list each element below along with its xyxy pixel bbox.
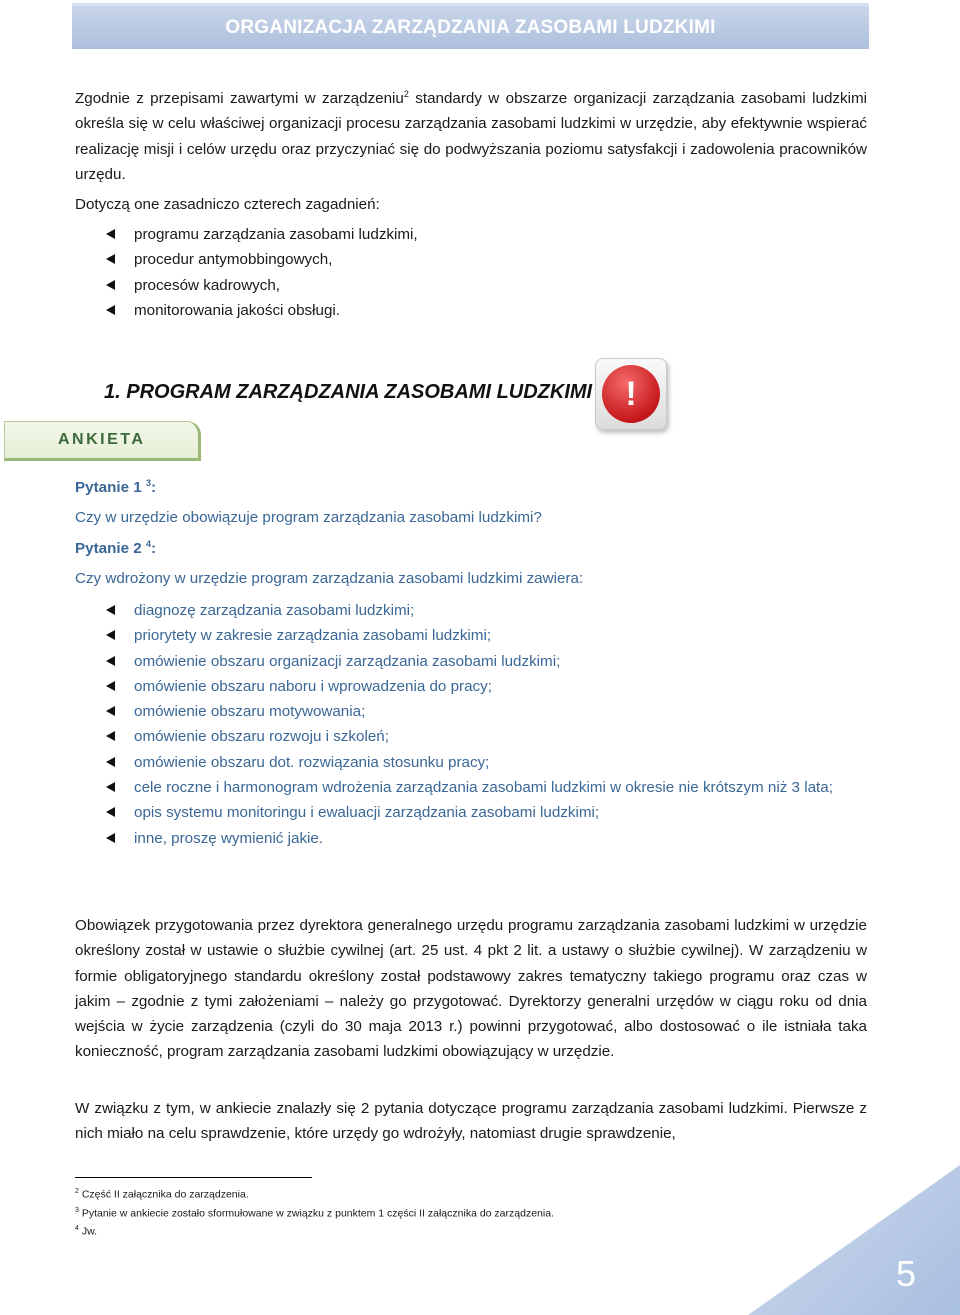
question-2-label-text: Pytanie 2 xyxy=(75,540,142,558)
option-item xyxy=(104,699,867,724)
option-text: omówienie obszaru organizacji zarządzania zasobami ludzkimi; xyxy=(134,652,561,670)
list-item-text: procesów kadrowych, xyxy=(134,276,281,294)
topics-list xyxy=(104,222,867,323)
triangle-bullet-icon xyxy=(106,731,115,741)
triangle-bullet-icon xyxy=(106,833,115,843)
footnote-item xyxy=(75,1203,554,1222)
list-item-text: programu zarządzania zasobami ludzkimi, xyxy=(134,226,418,243)
triangle-bullet-icon xyxy=(106,807,115,817)
page-corner-decoration xyxy=(748,1165,960,1315)
option-text: priorytety w zakresie zarządzania zasobami ludzkimi; xyxy=(134,627,492,645)
option-text: inne, proszę wymienić jakie. xyxy=(134,829,324,847)
triangle-bullet-icon xyxy=(106,757,115,767)
exclamation-icon: ! xyxy=(602,365,660,423)
option-item xyxy=(104,598,867,623)
footnotes xyxy=(75,1184,554,1240)
option-text: omówienie obszaru rozwoju i szkoleń; xyxy=(134,728,389,746)
page-header-bar xyxy=(72,3,869,49)
ankieta-tab xyxy=(4,421,201,461)
question-2-options xyxy=(104,598,867,851)
question-1-colon: : xyxy=(150,479,157,497)
triangle-bullet-icon xyxy=(106,656,115,666)
triangle-bullet-icon xyxy=(106,782,115,792)
question-1-text: Czy w urzędzie obowiązuje program zarządzania zasobami ludzkimi? xyxy=(75,509,542,526)
triangle-bullet-icon xyxy=(106,280,115,290)
section-heading: 1. PROGRAM ZARZĄDZANIA ZASOBAMI LUDZKIMI xyxy=(104,381,593,403)
footnote-separator xyxy=(75,1177,312,1178)
option-text: omówienie obszaru dot. rozwiązania stosunku pracy; xyxy=(134,753,490,771)
option-text: cele roczne i harmonogram wdrożenia zarządzania zasobami ludzkimi w okresie nie krótszym niż 3 lata; xyxy=(134,779,833,797)
question-2-text: Czy wdrożony w urzędzie program zarządzania zasobami ludzkimi zawiera: xyxy=(75,570,584,587)
list-item xyxy=(104,247,867,272)
footnote-text: Jw. xyxy=(78,1225,97,1238)
footnote-text: Pytanie w ankiecie zostało sformułowane w związku z punktem 1 części II załącznika do zarządzenia. xyxy=(78,1207,554,1219)
option-item xyxy=(104,800,867,825)
body-paragraph-1: Obowiązek przygotowania przez dyrektora generalnego urzędu programu zarządzania zasobami ludzkimi w urzędzie określony został w ustawie o służbie cywilnej (art. 25 ust. 4 pkt 2 lit. a ustawy o służbie cywilnej). W zarządzeniu w formie obligatoryjnego standardu określony został podstawowy zakres tematyczny takiego programu oraz czas w jakim – zgodnie z tymi założeniami – należy go przygotować. Dyrektorzy generalni urzędów w ciągu roku od dnia wejścia w życie zarządzenia (czyli do 30 maja 2013 r.) powinni przygotować, albo dostosować o ile istniała taka konieczność, program zarządzania zasobami ludzkimi obowiązujący w urzędzie. xyxy=(75,917,867,1061)
intro-text-b: standardy w obszarze organizacji zarządzania zasobami ludzkimi określa się w celu właściwej organizacji procesu zarządzania zasobami ludzkimi w urzędzie, aby efektywnie wspierać realizację misji i celów urzędu oraz przyczyniać się do podwyższania poziomu satysfakcji i zadowolenia pracowników urzędu. xyxy=(75,90,868,183)
option-item xyxy=(104,750,867,775)
option-text: omówienie obszaru motywowania; xyxy=(134,703,366,721)
list-item-text: procedur antymobbingowych, xyxy=(134,251,333,269)
option-item xyxy=(104,623,867,648)
list-item xyxy=(104,222,867,247)
footnote-text: Część II załącznika do zarządzenia. xyxy=(78,1188,249,1201)
option-text: diagnozę zarządzania zasobami ludzkimi; xyxy=(134,602,415,619)
option-item xyxy=(104,775,867,800)
option-item xyxy=(104,826,867,851)
triangle-bullet-icon xyxy=(106,605,115,615)
footnote-ref-4[interactable]: 4 xyxy=(145,539,151,549)
question-1-label xyxy=(75,478,156,496)
option-text: omówienie obszaru naboru i wprowadzenia do pracy; xyxy=(134,677,492,695)
triangle-bullet-icon xyxy=(106,630,115,640)
footnote-ref-2[interactable]: 2 xyxy=(403,88,409,99)
ankieta-label: ANKIETA xyxy=(58,431,146,448)
list-item xyxy=(104,273,867,298)
triangle-bullet-icon xyxy=(106,681,115,691)
footnote-number: 4 xyxy=(75,1225,79,1232)
list-item-text: monitorowania jakości obsługi. xyxy=(134,301,340,319)
triangle-bullet-icon xyxy=(106,706,115,716)
question-2-label xyxy=(75,539,156,557)
option-item xyxy=(104,724,867,749)
list-item xyxy=(104,298,867,323)
question-2-colon: : xyxy=(150,540,157,558)
footnote-ref-3[interactable]: 3 xyxy=(145,478,151,488)
alert-icon xyxy=(595,358,667,430)
body-paragraph-2: W związku z tym, w ankiecie znalazły się 2 pytania dotyczące programu zarządzania zasobami ludzkimi. Pierwsze z nich miało na celu sprawdzenie, które urzędy go wdrożyły, natomiast drugie sprawdzenie, xyxy=(75,1100,867,1143)
triangle-bullet-icon xyxy=(106,254,115,264)
option-text: opis systemu monitoringu i ewaluacji zarządzania zasobami ludzkimi; xyxy=(134,804,600,822)
intro-text-a: Zgodnie z przepisami zawartymi w zarządzeniu xyxy=(75,90,404,107)
page-number: 5 xyxy=(895,1253,916,1294)
question-1-label-text: Pytanie 1 xyxy=(75,479,142,497)
option-item xyxy=(104,649,867,674)
footnote-item xyxy=(75,1221,554,1240)
triangle-bullet-icon xyxy=(106,229,115,239)
footnote-number: 2 xyxy=(75,1188,79,1195)
footnote-number: 3 xyxy=(75,1206,79,1214)
intro-paragraph xyxy=(75,86,867,187)
intro-lead: Dotyczą one zasadniczo czterech zagadnień: xyxy=(75,196,380,213)
footnote-item xyxy=(75,1184,554,1203)
page-header-title: ORGANIZACJA ZARZĄDZANIA ZASOBAMI LUDZKIMI xyxy=(225,16,716,38)
option-item xyxy=(104,674,867,699)
triangle-bullet-icon xyxy=(106,305,115,315)
